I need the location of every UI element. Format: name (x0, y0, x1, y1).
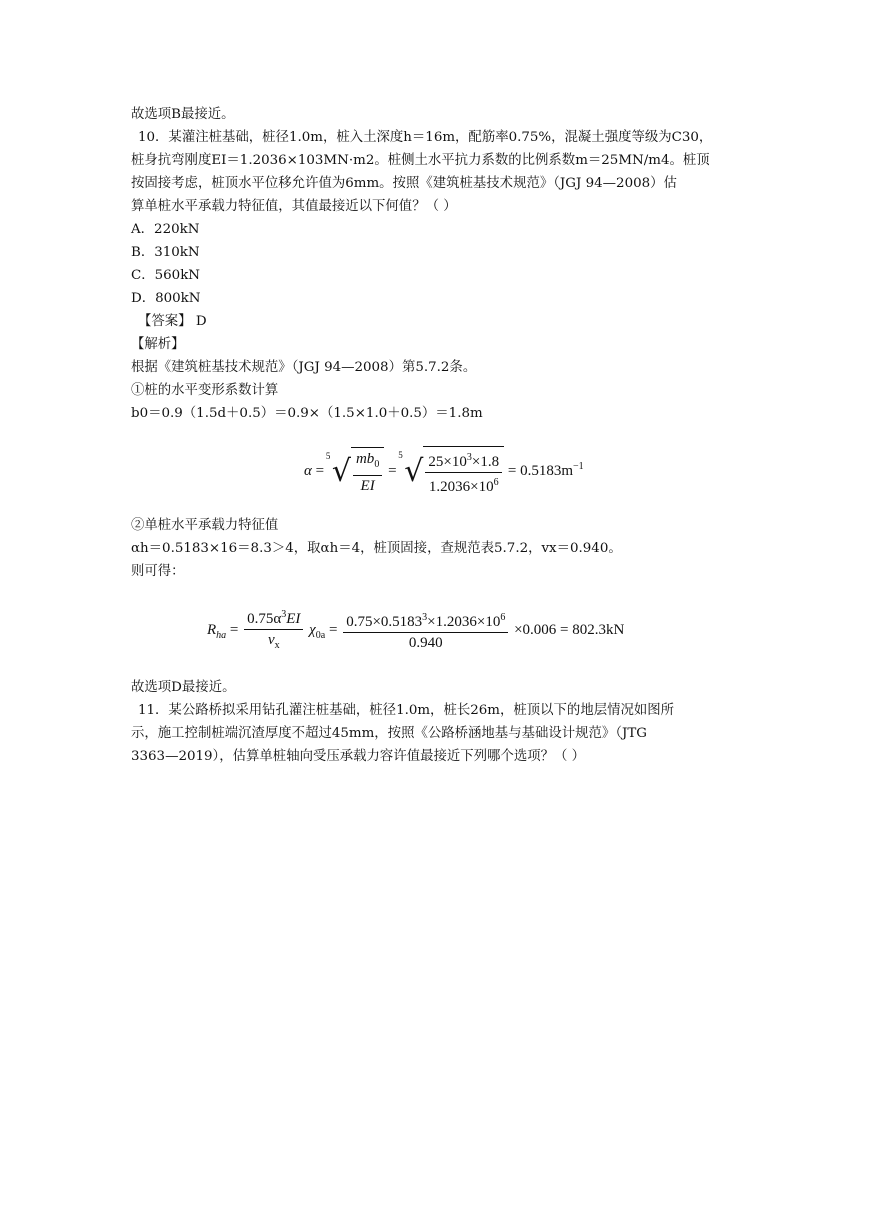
formula-equals: = (315, 462, 325, 479)
text-line: 故选项D最接近。 (131, 680, 236, 695)
text-line: 根据《建筑桩基技术规范》（JGJ 94—2008）第5.7.2条。 (131, 360, 477, 375)
option-d: D．800kN (131, 291, 201, 306)
formula-alpha-symbol: α (304, 462, 312, 479)
fraction-1: $\frac{0.75\alpha^3EI}{v_x}$ (244, 605, 303, 656)
text-line: 故选项B最接近。 (131, 107, 235, 122)
analysis-heading: 【解析】 (131, 337, 185, 352)
question-11-line: 11．某公路桥拟采用钻孔灌注桩基础，桩径1.0m，桩长26m，桩顶以下的地层情况如图所 (138, 703, 675, 718)
text-line: 桩身抗弯刚度EI＝1.2036×103MN·m2。桩侧土水平抗力系数的比例系数m＝25MN/m4。桩顶 (131, 153, 710, 168)
fifth-root-1: 5 √ $\frac{mb_0}{EI}$ (328, 447, 384, 496)
formula-result: $0.5183m^{-1}$ (520, 460, 584, 479)
formula-alpha: α = 5 √ $\frac{mb_0}{EI}$ = 5 √ $\frac{25\times 10^3\times 1.8}{1.2036\times 10^6}$ = $0.5183m^{-1}$ (304, 446, 584, 497)
fifth-root-2: 5 √ $\frac{25\times 10^3\times 1.8}{1.2036\times 10^6}$ (400, 446, 504, 497)
question-10-line: 10．某灌注桩基础，桩径1.0m，桩入土深度h＝16m，配筋率0.75%，混凝土强度等级为C30， (138, 130, 713, 145)
step-1-heading: ①桩的水平变形系数计算 (131, 383, 279, 398)
option-a: A．220kN (131, 222, 200, 237)
text-line: 则可得： (131, 564, 185, 579)
fraction-2: $\frac{0.75\times 0.5183^3\times 1.2036\times 10^6}{0.940}$ (343, 608, 508, 653)
formula-rha: $R_{ha}$ = $\frac{0.75\alpha^3EI}{v_x}$ $\chi_{0a}$ = $\frac{0.75\times 0.5183^3\times 1.2036\times 10^6}{0.940}$ ×0.006 = 802.3kN (207, 605, 624, 656)
option-c: C．560kN (131, 268, 201, 283)
text-line: 算单桩水平承载力特征值，其值最接近以下何值？（ ） (131, 199, 457, 214)
text-line: 3363—2019），估算单桩轴向受压承载力容许值最接近下列哪个选项？（ ） (131, 749, 586, 764)
text-line: αh＝0.5183×16＝8.3＞4，取αh＝4，桩顶固接，查规范表5.7.2，vx＝0.940。 (131, 541, 622, 556)
step-2-heading: ②单桩水平承载力特征值 (131, 518, 279, 533)
text-line: b0＝0.9（1.5d＋0.5）＝0.9×（1.5×1.0＋0.5）＝1.8m (131, 406, 483, 421)
answer-line: 【答案】 D (138, 314, 207, 329)
text-line: 示，施工控制桩端沉渣厚度不超过45mm，按照《公路桥涵地基与基础设计规范》（JTG (131, 726, 648, 741)
text-line: 按固接考虑，桩顶水平位移允许值为6mm。按照《建筑桩基技术规范》（JGJ 94—2008）估 (131, 176, 677, 191)
option-b: B．310kN (131, 245, 200, 260)
